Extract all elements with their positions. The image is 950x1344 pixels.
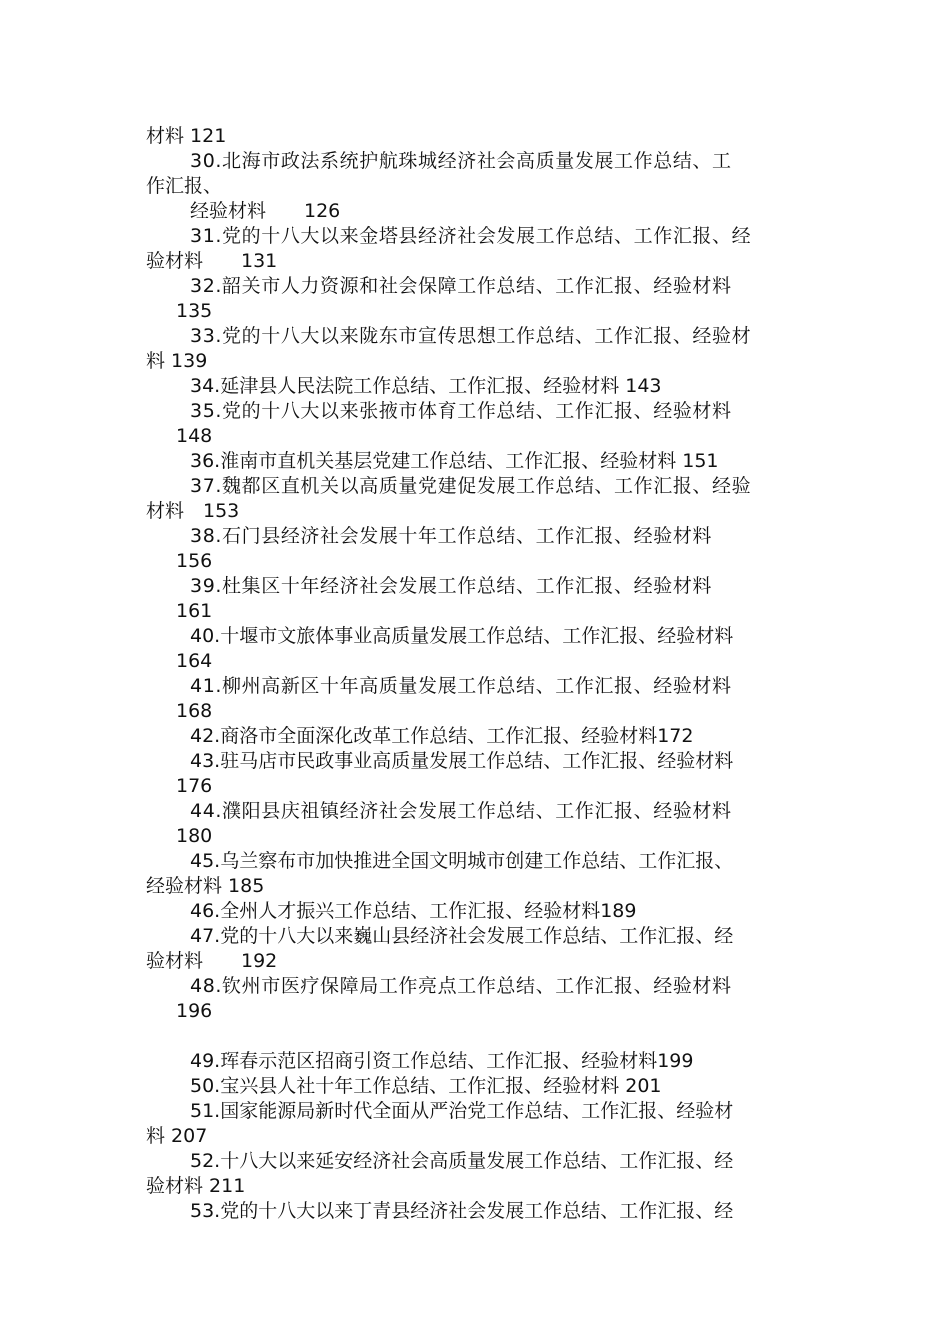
- toc-line: 135: [176, 300, 213, 322]
- toc-entry-46: 46.全州人才振兴工作总结、工作汇报、经验材料189: [190, 900, 637, 922]
- toc-entry-41: 41.柳州高新区十年高质量发展工作总结、工作汇报、经验材料: [190, 675, 732, 697]
- toc-entry-51: 51.国家能源局新时代全面从严治党工作总结、工作汇报、经验材: [190, 1100, 734, 1122]
- toc-line: 材料 121: [146, 125, 227, 147]
- toc-entry-45: 45.乌兰察布市加快推进全国文明城市创建工作总结、工作汇报、: [190, 850, 734, 872]
- toc-line: 168: [176, 700, 213, 722]
- toc-entry-40: 40.十堰市文旅体事业高质量发展工作总结、工作汇报、经验材料: [190, 625, 734, 647]
- toc-line: 验材料 211: [146, 1175, 246, 1197]
- toc-entry-44: 44.濮阳县庆祖镇经济社会发展工作总结、工作汇报、经验材料: [190, 800, 732, 822]
- toc-entry-31: 31.党的十八大以来金塔县经济社会发展工作总结、工作汇报、经: [190, 225, 752, 247]
- toc-line: 料 139: [146, 350, 208, 372]
- toc-entry-52: 52.十八大以来延安经济社会高质量发展工作总结、工作汇报、经: [190, 1150, 734, 1172]
- toc-entry-50: 50.宝兴县人社十年工作总结、工作汇报、经验材料 201: [190, 1075, 662, 1097]
- toc-entry-35: 35.党的十八大以来张掖市体育工作总结、工作汇报、经验材料: [190, 400, 732, 422]
- toc-line: 材料 153: [146, 500, 240, 522]
- toc-line: 156: [176, 550, 213, 572]
- toc-entry-53: 53.党的十八大以来丁青县经济社会发展工作总结、工作汇报、经: [190, 1200, 734, 1222]
- toc-line: 验材料 131: [146, 250, 278, 272]
- toc-line: 148: [176, 425, 213, 447]
- toc-line: 验材料 192: [146, 950, 278, 972]
- toc-line: 196: [176, 1000, 213, 1022]
- toc-entry-49: 49.珲春示范区招商引资工作总结、工作汇报、经验材料199: [190, 1050, 694, 1072]
- toc-entry-37: 37.魏都区直机关以高质量党建促发展工作总结、工作汇报、经验: [190, 475, 752, 497]
- toc-line: 料 207: [146, 1125, 208, 1147]
- toc-entry-39: 39.杜集区十年经济社会发展工作总结、工作汇报、经验材料: [190, 575, 713, 597]
- toc-line: 经验材料 126: [190, 200, 341, 222]
- toc-line: 164: [176, 650, 213, 672]
- toc-entry-34: 34.延津县人民法院工作总结、工作汇报、经验材料 143: [190, 375, 662, 397]
- toc-line: 161: [176, 600, 213, 622]
- toc-entry-38: 38.石门县经济社会发展十年工作总结、工作汇报、经验材料: [190, 525, 713, 547]
- toc-entry-47: 47.党的十八大以来巍山县经济社会发展工作总结、工作汇报、经: [190, 925, 734, 947]
- toc-entry-33: 33.党的十八大以来陇东市宣传思想工作总结、工作汇报、经验材: [190, 325, 752, 347]
- toc-line: 176: [176, 775, 213, 797]
- toc-entry-32: 32.韶关市人力资源和社会保障工作总结、工作汇报、经验材料: [190, 275, 732, 297]
- toc-line: 作汇报、: [146, 175, 223, 197]
- toc-entry-42: 42.商洛市全面深化改革工作总结、工作汇报、经验材料172: [190, 725, 694, 747]
- toc-entry-43: 43.驻马店市民政事业高质量发展工作总结、工作汇报、经验材料: [190, 750, 734, 772]
- toc-entry-30: 30.北海市政法系统护航珠城经济社会高质量发展工作总结、工: [190, 150, 732, 172]
- toc-line: 经验材料 185: [146, 875, 265, 897]
- toc-line: 180: [176, 825, 213, 847]
- toc-entry-48: 48.钦州市医疗保障局工作亮点工作总结、工作汇报、经验材料: [190, 975, 732, 997]
- toc-entry-36: 36.淮南市直机关基层党建工作总结、工作汇报、经验材料 151: [190, 450, 719, 472]
